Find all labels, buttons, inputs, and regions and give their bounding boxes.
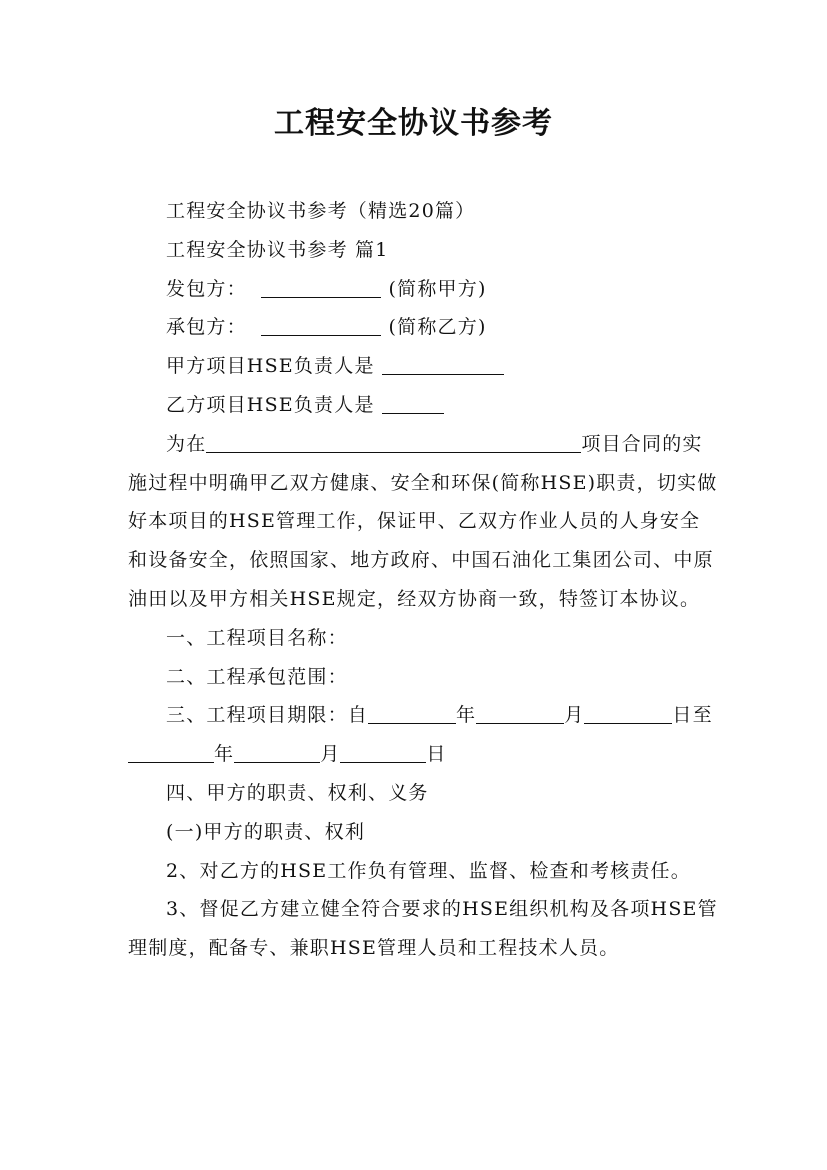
party-b-hse-label: 乙方项目HSE负责人是	[166, 393, 375, 416]
party-b-blank	[261, 316, 381, 336]
intro-text: 项目合同的实施过程中明确甲乙双方健康、安全和环保(简称HSE)职责，切实做好本项目的HSE管理工作，保证甲、乙双方作业人员的人身安全和设备安全，依照国家、地方政府、中国石油化工集团公司、中原油田以及甲方相关HSE规定，经双方协商一致，特签订本协议。	[128, 432, 718, 610]
party-a-label: 发包方：	[166, 277, 247, 300]
start-month-label: 月	[564, 704, 585, 727]
clause-3: 3、督促乙方建立健全符合要求的HSE组织机构及各项HSE管理制度，配备专、兼职HSE管理人员和工程技术人员。	[128, 898, 718, 960]
party-a-hse-blank	[382, 355, 504, 375]
party-a-note: (简称甲方)	[388, 277, 487, 300]
party-a-line	[128, 270, 718, 309]
party-b-line	[128, 308, 718, 347]
clause-2: 2、对乙方的HSE工作负有管理、监督、检查和考核责任。	[166, 859, 691, 882]
end-month-blank	[234, 743, 320, 763]
party-b-hse-line	[128, 386, 718, 425]
start-year-blank	[368, 704, 456, 724]
item-4-sub: (一)甲方的职责、权利	[166, 820, 366, 843]
end-day-blank	[340, 743, 426, 763]
party-b-label: 承包方：	[166, 316, 247, 339]
document-body	[128, 192, 718, 968]
end-year-label: 年	[214, 743, 235, 766]
party-a-hse-label: 甲方项目HSE负责人是	[166, 355, 375, 378]
item-1: 一、工程项目名称：	[166, 626, 348, 649]
party-a-blank	[261, 278, 381, 298]
end-year-blank	[128, 743, 214, 763]
start-month-blank	[476, 704, 564, 724]
item-3-prefix: 三、工程项目期限：自	[166, 704, 369, 727]
item-3	[128, 696, 718, 774]
party-a-hse-line	[128, 347, 718, 386]
start-day-blank	[584, 704, 672, 724]
end-month-label: 月	[320, 743, 341, 766]
end-day-label: 日	[426, 743, 447, 766]
item-2: 二、工程承包范围：	[166, 665, 348, 688]
intro-paragraph	[128, 425, 718, 619]
start-year-label: 年	[456, 704, 477, 727]
party-b-note: (简称乙方)	[388, 316, 487, 339]
document-title: 工程安全协议书参考	[274, 106, 553, 141]
project-name-blank	[206, 433, 581, 453]
start-day-to-label: 日至	[672, 704, 713, 727]
item-4: 四、甲方的职责、权利、义务	[166, 781, 429, 804]
document-subtitle: 工程安全协议书参考（精选20篇）	[166, 200, 476, 222]
party-b-hse-blank	[382, 394, 444, 414]
section-title: 工程安全协议书参考 篇1	[166, 238, 389, 261]
intro-prefix: 为在	[166, 432, 207, 455]
